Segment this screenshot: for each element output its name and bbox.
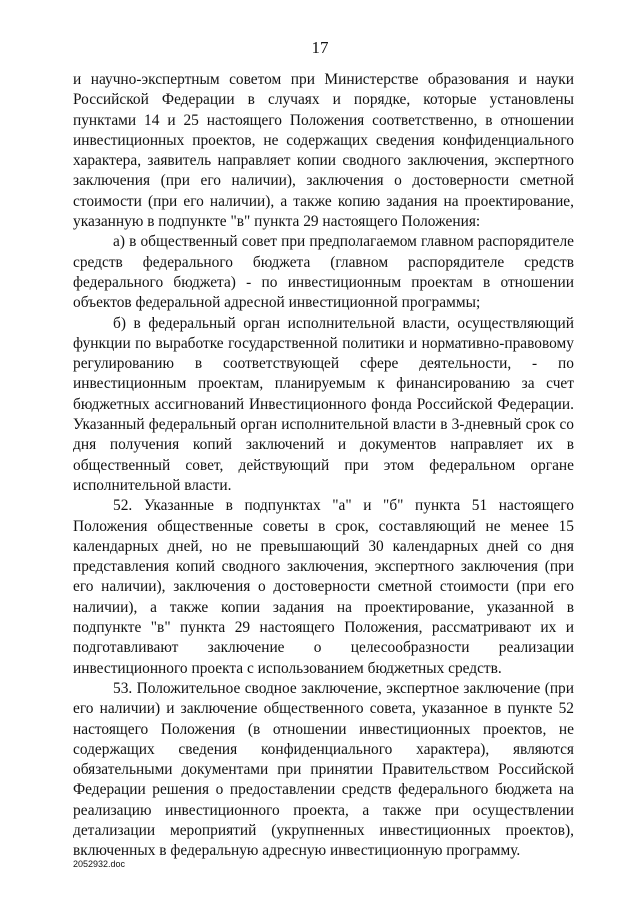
document-body bbox=[73, 70, 574, 862]
paragraph-continuation: и научно-экспертным советом при Министерстве образования и науки Российской Федерации в случаях и порядке, которые установлены пунктами 14 и 25 настоящего Положения соответственно, в отношении инвестиционных проектов, не содержащих сведения конфиденциального характера, заявитель направляет копии сводного заключения, экспертного заключения (при его наличии), заключения о достоверности сметной стоимости (при его наличии), а также копию задания на проектирование, указанную в подпункте "в" пункта 29 настоящего Положения: bbox=[73, 71, 574, 231]
paragraph-item-52: 52. Указанные в подпунктах "а" и "б" пункта 51 настоящего Положения общественные советы в срок, составляющий не менее 15 календарных дней, но не превышающий 30 календарных дней со дня представления копий сводного заключения, экспертного заключения (при его наличии), заключения о достоверности сметной стоимости (при его наличии), а также копии задания на проектирование, указанной в подпункте "в" пункта 29 настоящего Положения, рассматривают их и подготавливают заключение о целесообразности реализации инвестиционного проекта с использованием бюджетных средств. bbox=[73, 497, 574, 677]
paragraph-subitem-b: б) в федеральный орган исполнительной власти, осуществляющий функции по выработке государственной политики и нормативно-правовому регулированию в соответствующей сфере деятельности, - по инвестиционным проектам, планируемым к финансированию за счет бюджетных ассигнований Инвестиционного фонда Российской Федерации. Указанный федеральный орган исполнительной власти в 3-дневный срок со дня получения копий заключений и документов направляет их в общественный совет, действующий при этом федеральном органе исполнительной власти. bbox=[73, 314, 574, 494]
paragraph-item-53: 53. Положительное сводное заключение, экспертное заключение (при его наличии) и заключение общественного совета, указанное в пункте 52 настоящего Положения (в отношении инвестиционных проектов, не содержащих сведения конфиденциального характера), являются обязательными документами при принятии Правительством Российской Федерации решения о предоставлении средств федерального бюджета на реализацию инвестиционного проекта, а также при осуществлении детализации мероприятий (укрупненных инвестиционных проектов), включенных в федеральную адресную инвестиционную программу. bbox=[73, 679, 574, 860]
page-number: 17 bbox=[311, 38, 329, 57]
paragraph-subitem-a: а) в общественный совет при предполагаемом главном распорядителе средств федерального бюджета (главном распорядителе средств федерального бюджета) - по инвестиционным проектам в отношении объектов федеральной адресной инвестиционной программы; bbox=[73, 233, 574, 312]
footer-file-code: 2052932.doc bbox=[73, 859, 126, 869]
